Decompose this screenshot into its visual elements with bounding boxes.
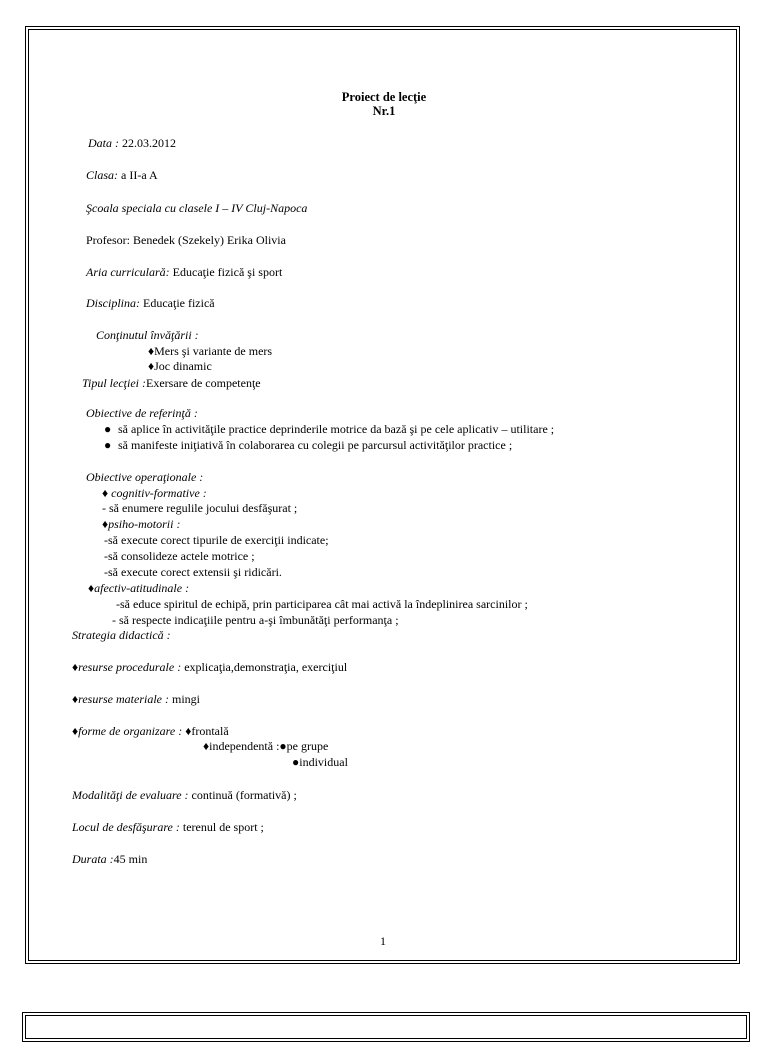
forme-organizare-value: ♦independentă :●pe grupe [203,739,329,753]
scoala-line: Şcoala speciala cu clasele I – IV Cluj-Napoca [86,201,308,215]
psiho-item: -să execute corect extensii şi ridicări. [104,565,282,579]
psiho-item: -să execute corect tipurile de exerciţii indicate; [104,533,329,547]
aria-label: Aria curriculară: [86,265,170,279]
durata-label: Durata : [72,852,114,866]
resurse-materiale-value: mingi [169,692,201,706]
evaluare-line [72,788,297,802]
durata-line [72,852,147,866]
aria-line [86,265,282,279]
clasa-line [86,168,158,182]
durata-value: 45 min [113,852,148,866]
clasa-label: Clasa: [86,168,119,182]
disciplina-value: Educaţie fizică [140,296,215,310]
continutul-item: ♦Joc dinamic [148,359,212,373]
tipul-line [82,376,261,390]
bullet-icon: ● [104,438,112,452]
profesor-line: Profesor: Benedek (Szekely) Erika Olivia [86,233,286,247]
obiective-referinta-item: ● să aplice în activităţile practice deprinderile motrice da bază şi pe cele aplicativ – utilitare ; [104,422,555,436]
afectiv-item: - să respecte indicaţiile pentru a-şi îmbunătăţi performanţa ; [112,613,399,627]
afectiv-item: -să educe spiritul de echipă, prin participarea cât mai activă la îndeplinirea sarcinilor ; [116,597,528,611]
evaluare-value: continuă (formativă) ; [188,788,297,802]
psiho-label: ♦psiho-motorii : [102,517,181,531]
afectiv-label: ♦afectiv-atitudinale : [88,581,190,595]
forme-organizare-value: ♦frontală [182,724,229,738]
forme-organizare-line [72,724,229,738]
cognitiv-item: - să enumere regulile jocului desfăşurat ; [102,501,298,515]
resurse-procedurale-label: ♦resurse procedurale : [72,660,182,674]
document-title: Proiect de lecţie [341,90,427,104]
strategia-label: Strategia didactică : [72,628,171,642]
document-number: Nr.1 [372,104,396,118]
resurse-procedurale-value: explicaţia,demonstraţia, exerciţiul [181,660,348,674]
locul-label: Locul de desfăşurare : [72,820,180,834]
evaluare-label: Modalităţi de evaluare : [72,788,189,802]
disciplina-line [86,296,215,310]
aria-value: Educaţie fizică şi sport [169,265,283,279]
data-value: 22.03.2012 [119,136,176,150]
resurse-materiale-label: ♦resurse materiale : [72,692,169,706]
cognitiv-label: ♦ cognitiv-formative : [102,486,207,500]
tipul-label: Tipul lecţiei : [82,376,146,390]
forme-organizare-value: ●individual [292,755,348,769]
continutul-label: Conţinutul învăţării : [96,328,199,342]
forme-organizare-label: ♦forme de organizare : [72,724,183,738]
locul-line [72,820,264,834]
bullet-icon: ● [104,422,112,436]
locul-value: terenul de sport ; [179,820,264,834]
tipul-value: Exersare de competenţe [146,376,261,390]
disciplina-label: Disciplina: [86,296,140,310]
obiective-operationale-label: Obiective operaţionale : [86,470,204,484]
continutul-item: ♦Mers şi variante de mers [148,344,273,358]
resurse-procedurale-line [72,660,347,674]
psiho-item: -să consolideze actele motrice ; [104,549,255,563]
obiective-referinta-item: ● să manifeste iniţiativă în colaborarea cu colegii pe parcursul activităţilor practice ; [104,438,513,452]
page-number: 1 [380,934,386,948]
obiective-referinta-label: Obiective de referinţă : [86,406,198,420]
resurse-materiale-line [72,692,200,706]
clasa-value: a II-a A [118,168,158,182]
data-label: Data : [88,136,119,150]
next-page-border [22,1012,750,1042]
data-line [88,136,176,150]
